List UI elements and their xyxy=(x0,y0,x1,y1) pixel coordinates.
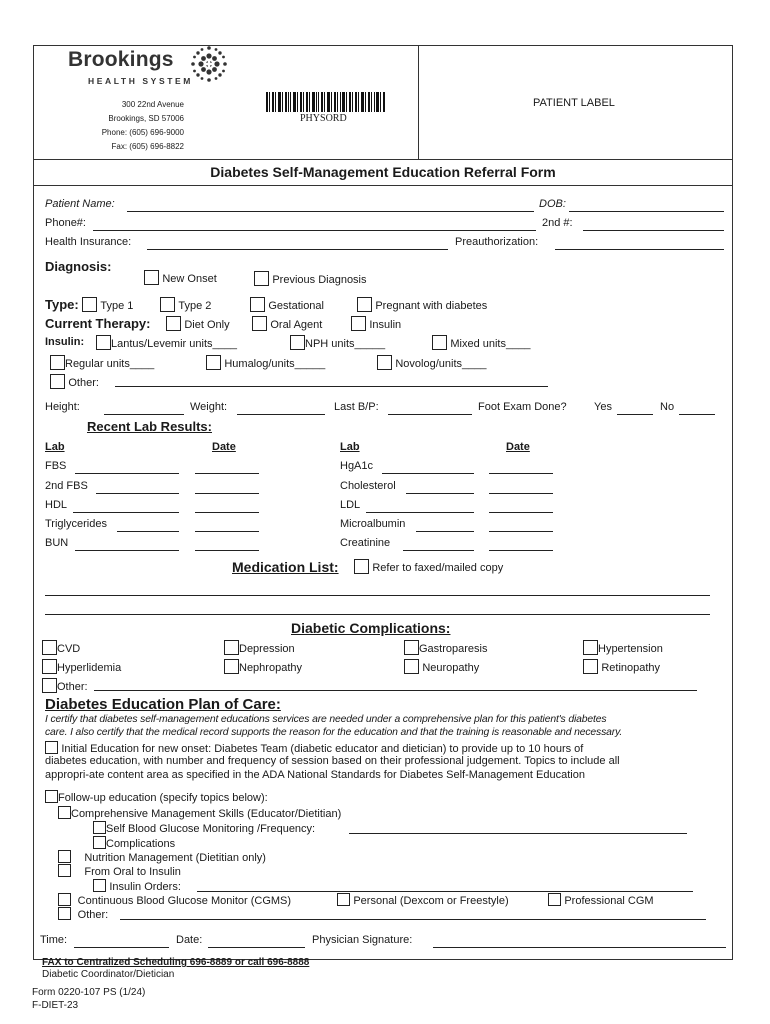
option-label: Pregnant with diabetes xyxy=(375,300,488,312)
option-label: Insulin Orders: xyxy=(109,881,181,893)
plan-certify-line-2: care. I also certify that the medical record supports the reason for the education and that the training is reasonable and necessary. xyxy=(45,727,623,738)
weight-label: Weight: xyxy=(190,401,228,413)
checkbox[interactable] xyxy=(357,297,372,312)
checkbox[interactable] xyxy=(254,271,269,286)
lab-fbs-field[interactable] xyxy=(75,462,179,474)
second-phone-field[interactable] xyxy=(583,219,724,231)
foot-exam-yes-field[interactable] xyxy=(617,403,653,415)
foot-exam-no-label: No xyxy=(660,401,675,413)
medication-line-1[interactable] xyxy=(45,584,710,596)
lab-hdl-field[interactable] xyxy=(73,501,179,513)
lab-ldl-date[interactable] xyxy=(489,501,553,513)
lab-creatinine-field[interactable] xyxy=(403,539,474,551)
header-divider xyxy=(418,45,419,160)
height-label: Height: xyxy=(45,401,80,413)
option-label: Refer to faxed/mailed copy xyxy=(372,562,504,574)
lab-triglycerides: Triglycerides xyxy=(45,518,107,530)
checkbox[interactable] xyxy=(548,893,561,906)
lab-triglycerides-date[interactable] xyxy=(195,520,259,532)
checkbox[interactable] xyxy=(337,893,350,906)
option-label: Novolog/units____ xyxy=(395,358,487,370)
checkbox[interactable] xyxy=(50,355,65,370)
lab-hga1c-date[interactable] xyxy=(489,462,553,474)
insulin-humalog[interactable] xyxy=(206,355,325,370)
checkbox[interactable] xyxy=(58,907,71,920)
checkbox[interactable] xyxy=(58,850,71,863)
plan-followup[interactable] xyxy=(45,790,268,804)
complication-retinopathy[interactable] xyxy=(583,659,660,674)
address-line-1: 300 22nd Avenue xyxy=(121,100,184,109)
checkbox[interactable] xyxy=(58,893,71,906)
date-field[interactable] xyxy=(208,936,305,948)
checkbox[interactable] xyxy=(166,316,181,331)
type-pregnant[interactable] xyxy=(357,297,487,312)
plan-initial-line-2: diabetes education, with number and frequency of session based on their professional judgement. Topics to include all xyxy=(45,755,620,767)
lab-ldl-field[interactable] xyxy=(366,501,474,513)
type-2[interactable] xyxy=(160,297,211,312)
logo-subtitle: HEALTH SYSTEM xyxy=(88,76,193,86)
type-1[interactable] xyxy=(82,297,133,312)
lab-hdl-date[interactable] xyxy=(195,501,259,513)
option-label: New Onset xyxy=(162,273,217,285)
insulin-lantus[interactable] xyxy=(96,335,237,350)
date-col-right: Date xyxy=(506,441,530,453)
option-label: Previous Diagnosis xyxy=(272,274,367,286)
patient-name-label: Patient Name: xyxy=(45,198,115,210)
time-label: Time: xyxy=(40,934,68,946)
checkbox[interactable] xyxy=(250,297,265,312)
option-label: Professional CGM xyxy=(564,895,654,907)
lab-2nd-fbs-date[interactable] xyxy=(195,482,259,494)
insurance-field[interactable] xyxy=(147,238,448,250)
form-number: Form 0220-107 PS (1/24) xyxy=(32,987,146,998)
foot-exam-label: Foot Exam Done? xyxy=(478,401,567,413)
option-label: Self Blood Glucose Monitoring /Frequency: xyxy=(106,823,316,835)
option-label: Retinopathy xyxy=(601,662,661,674)
lab-microalbumin: Microalbumin xyxy=(340,518,406,530)
therapy-label: Current Therapy: xyxy=(45,316,151,331)
diagnosis-new-onset[interactable] xyxy=(144,270,217,285)
plan-other-field[interactable] xyxy=(120,908,706,920)
patient-label: PATIENT LABEL xyxy=(533,97,615,109)
lab-2nd-fbs-field[interactable] xyxy=(96,482,179,494)
preauth-field[interactable] xyxy=(555,238,724,250)
lab-cholesterol-date[interactable] xyxy=(489,482,553,494)
form-title: Diabetes Self-Management Education Referral Form xyxy=(210,164,556,180)
foot-exam-yes-label: Yes xyxy=(594,401,612,413)
complication-nephropathy[interactable] xyxy=(224,659,302,674)
lab-bun-date[interactable] xyxy=(195,539,259,551)
plan-cgms[interactable] xyxy=(58,893,291,907)
lab-triglycerides-field[interactable] xyxy=(117,520,179,532)
checkbox[interactable] xyxy=(42,678,57,693)
complication-neuropathy[interactable] xyxy=(404,659,479,674)
option-label: Type 1 xyxy=(100,300,134,312)
lab-cholesterol-field[interactable] xyxy=(406,482,474,494)
checkbox[interactable] xyxy=(354,559,369,574)
lab-fbs-date[interactable] xyxy=(195,462,259,474)
weight-field[interactable] xyxy=(237,403,325,415)
complication-depression[interactable] xyxy=(224,640,295,655)
option-label: Gastroparesis xyxy=(419,643,488,655)
address-line-3: Phone: (605) 696-9000 xyxy=(101,128,184,137)
complication-other[interactable] xyxy=(42,678,88,693)
checkbox[interactable] xyxy=(290,335,305,350)
header-bottom-line xyxy=(33,159,733,160)
lab-hdl: HDL xyxy=(45,499,68,511)
option-label: Other: xyxy=(77,909,109,921)
option-label: Personal (Dexcom or Freestyle) xyxy=(353,895,509,907)
diagnosis-previous[interactable] xyxy=(254,271,367,286)
foot-exam-no-field[interactable] xyxy=(679,403,715,415)
plan-sbgm[interactable] xyxy=(93,821,315,835)
option-label: Hypertension xyxy=(598,643,663,655)
checkbox[interactable] xyxy=(206,355,221,370)
insulin-other[interactable] xyxy=(50,374,99,389)
plan-professional-cgm[interactable] xyxy=(548,893,654,907)
bp-field[interactable] xyxy=(388,403,472,415)
height-field[interactable] xyxy=(104,403,184,415)
therapy-diet[interactable] xyxy=(166,316,230,331)
checkbox[interactable] xyxy=(93,836,106,849)
option-label: CVD xyxy=(57,643,81,655)
checkbox[interactable] xyxy=(82,297,97,312)
address-line-2: Brookings, SD 57006 xyxy=(108,114,184,123)
complication-cvd[interactable] xyxy=(42,640,80,655)
option-label: Type 2 xyxy=(178,300,212,312)
preauth-label: Preauthorization: xyxy=(455,236,539,248)
option-label: Gestational xyxy=(268,300,324,312)
barcode-image xyxy=(266,92,386,112)
checkbox[interactable] xyxy=(45,790,58,803)
checkbox[interactable] xyxy=(252,316,267,331)
lab-fbs: FBS xyxy=(45,460,67,472)
lab-2nd-fbs: 2nd FBS xyxy=(45,480,88,492)
checkbox[interactable] xyxy=(583,640,598,655)
lab-creatinine: Creatinine xyxy=(340,537,391,549)
checkbox[interactable] xyxy=(144,270,159,285)
checkbox[interactable] xyxy=(583,659,598,674)
insurance-label: Health Insurance: xyxy=(45,236,132,248)
option-label: Depression xyxy=(239,643,295,655)
plan-sbgm-field[interactable] xyxy=(349,822,687,834)
lab-results-heading: Recent Lab Results: xyxy=(87,419,212,434)
option-label: Neuropathy xyxy=(422,662,480,674)
plan-comprehensive[interactable] xyxy=(58,806,341,820)
plan-initial-education[interactable] xyxy=(45,741,583,755)
title-bottom-line xyxy=(33,185,733,186)
lab-hga1c-field[interactable] xyxy=(382,462,474,474)
physician-signature-label: Physician Signature: xyxy=(312,934,413,946)
checkbox[interactable] xyxy=(50,374,65,389)
lab-hga1c: HgA1c xyxy=(340,460,374,472)
checkbox[interactable] xyxy=(93,879,106,892)
plan-nutrition[interactable] xyxy=(58,850,266,864)
lab-microalbumin-field[interactable] xyxy=(416,520,474,532)
insulin-label: Insulin: xyxy=(45,336,85,348)
checkbox[interactable] xyxy=(404,640,419,655)
checkbox[interactable] xyxy=(58,806,71,819)
logo-name: Brookings xyxy=(68,48,174,71)
checkbox[interactable] xyxy=(45,741,58,754)
plan-other[interactable] xyxy=(58,907,108,921)
time-field[interactable] xyxy=(74,936,169,948)
medication-line-2[interactable] xyxy=(45,603,710,615)
lab-cholesterol: Cholesterol xyxy=(340,480,396,492)
complication-gastroparesis[interactable] xyxy=(404,640,487,655)
complication-hyperlidemia[interactable] xyxy=(42,659,121,674)
option-label: Hyperlidemia xyxy=(57,662,122,674)
option-label: Nutrition Management (Dietitian only) xyxy=(84,852,266,864)
checkbox[interactable] xyxy=(160,297,175,312)
option-label: Follow-up education (specify topics below): xyxy=(58,792,268,804)
plan-initial-line-3: appropri-ate content area as specified in the ADA National Standards for Diabetes Self-Management Education xyxy=(45,769,585,781)
checkbox[interactable] xyxy=(432,335,447,350)
option-label: From Oral to Insulin xyxy=(84,866,181,878)
barcode-text: PHYSORD xyxy=(300,113,347,124)
option-label: Regular units____ xyxy=(65,358,155,370)
checkbox[interactable] xyxy=(93,821,106,834)
insulin-novolog[interactable] xyxy=(377,355,486,370)
patient-name-field[interactable] xyxy=(127,200,534,212)
option-label: Other: xyxy=(57,681,88,693)
address-line-4: Fax: (605) 696-8822 xyxy=(111,142,184,151)
checkbox[interactable] xyxy=(58,864,71,877)
type-label: Type: xyxy=(45,297,79,312)
coordinator-label: Diabetic Coordinator/Dietician xyxy=(42,969,175,980)
option-label: Complications xyxy=(106,838,176,850)
type-gestational[interactable] xyxy=(250,297,324,312)
plan-heading: Diabetes Education Plan of Care: xyxy=(45,696,281,713)
option-label: Mixed units____ xyxy=(450,338,531,350)
therapy-insulin[interactable] xyxy=(351,316,401,331)
date-label: Date: xyxy=(176,934,203,946)
option-label: Insulin xyxy=(369,319,402,331)
option-label: Lantus/Levemir units____ xyxy=(111,338,237,350)
checkbox[interactable] xyxy=(96,335,111,350)
option-label: Comprehensive Management Skills (Educator/Dietitian) xyxy=(71,808,342,820)
logo-icon xyxy=(188,43,230,85)
physician-signature-field[interactable] xyxy=(433,936,726,948)
option-label: Oral Agent xyxy=(270,319,323,331)
date-col-left: Date xyxy=(212,441,236,453)
bp-label: Last B/P: xyxy=(334,401,379,413)
insulin-other-field[interactable] xyxy=(115,375,548,387)
fax-instructions: FAX to Centralized Scheduling 696-8889 or call 696-8888 xyxy=(42,957,310,968)
checkbox[interactable] xyxy=(42,640,57,655)
option-label: Diet Only xyxy=(184,319,230,331)
checkbox[interactable] xyxy=(224,659,239,674)
checkbox[interactable] xyxy=(224,640,239,655)
plan-certify-line-1: I certify that diabetes self-management educations services are needed under a comprehensive plan for this patient's diabetes xyxy=(45,714,607,725)
option-label: Initial Education for new onset: Diabetes Team (diabetic educator and dietician) to provide up to 10 hours of xyxy=(61,743,584,755)
phone-label: Phone#: xyxy=(45,217,86,229)
plan-oral-to-insulin[interactable] xyxy=(58,864,181,878)
option-label: Continuous Blood Glucose Monitor (CGMS) xyxy=(77,895,292,907)
checkbox[interactable] xyxy=(351,316,366,331)
lab-bun-field[interactable] xyxy=(75,539,179,551)
diagnosis-label: Diagnosis: xyxy=(45,259,112,274)
complications-heading: Diabetic Complications: xyxy=(291,620,451,636)
phone-field[interactable] xyxy=(93,219,536,231)
therapy-oral[interactable] xyxy=(252,316,322,331)
lab-creatinine-date[interactable] xyxy=(489,539,553,551)
dob-label: DOB: xyxy=(539,198,566,210)
lab-bun: BUN xyxy=(45,537,69,549)
lab-ldl: LDL xyxy=(340,499,361,511)
lab-col-right: Lab xyxy=(340,441,360,453)
plan-insulin-orders[interactable] xyxy=(93,879,181,893)
insulin-mixed[interactable] xyxy=(432,335,530,350)
medication-refer-option[interactable] xyxy=(354,559,503,574)
lab-microalbumin-date[interactable] xyxy=(489,520,553,532)
complication-other-field[interactable] xyxy=(94,679,697,691)
option-label: Nephropathy xyxy=(239,662,302,674)
insulin-regular[interactable] xyxy=(50,355,154,370)
option-label: NPH units_____ xyxy=(305,338,386,350)
insulin-nph[interactable] xyxy=(290,335,385,350)
checkbox[interactable] xyxy=(404,659,419,674)
dob-field[interactable] xyxy=(569,200,724,212)
option-label: Other: xyxy=(68,377,99,389)
plan-complications[interactable] xyxy=(93,836,175,850)
medication-heading: Medication List: xyxy=(232,559,339,575)
option-label: Humalog/units_____ xyxy=(224,358,326,370)
complication-hypertension[interactable] xyxy=(583,640,663,655)
plan-insulin-orders-field[interactable] xyxy=(197,880,693,892)
lab-col-left: Lab xyxy=(45,441,65,453)
plan-personal-cgm[interactable] xyxy=(337,893,509,907)
second-phone-label: 2nd #: xyxy=(542,217,573,229)
checkbox[interactable] xyxy=(377,355,392,370)
form-code: F-DIET-23 xyxy=(32,1000,79,1011)
checkbox[interactable] xyxy=(42,659,57,674)
